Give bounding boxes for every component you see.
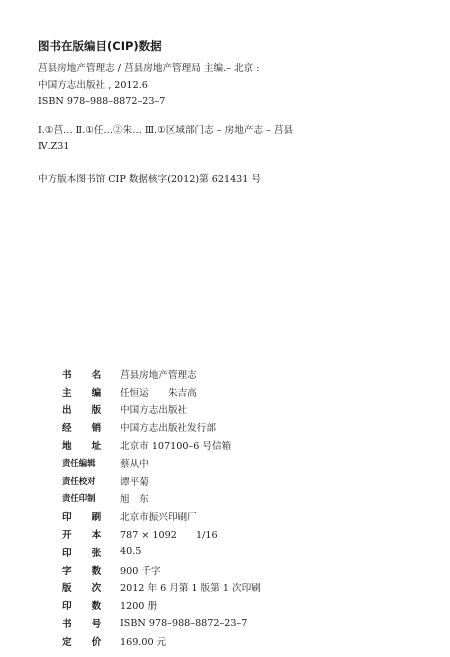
colophon-value: 任恒运 朱吉高 — [120, 387, 197, 399]
colophon-value: 中国方志出版社 — [120, 405, 188, 417]
cip-classification: Ⅳ.Z31 — [38, 141, 70, 152]
colophon-key: 版次 — [62, 583, 122, 595]
colophon-value: 2012 年 6 月第 1 版第 1 次印刷 — [120, 583, 261, 595]
colophon-row — [62, 490, 402, 508]
colophon-key: 书号 — [62, 619, 122, 631]
colophon-row — [62, 365, 402, 383]
colophon-key: 出版 — [62, 405, 122, 417]
colophon-row — [62, 543, 402, 561]
colophon-value: 莒县房地产管理志 — [120, 369, 197, 381]
colophon-key: 开本 — [62, 530, 122, 542]
colophon-row — [62, 525, 402, 543]
cip-classification: Ⅰ.①莒… Ⅱ.①任…②朱… Ⅲ.①区域部门志 – 房地产志 – 莒县 — [38, 124, 294, 136]
colophon-value: 谭平菊 — [120, 476, 149, 488]
colophon-key: 地址 — [62, 441, 122, 453]
colophon-key: 责任编辑 — [62, 457, 96, 468]
colophon-value: 169.00 元 — [120, 636, 167, 648]
colophon-key: 书名 — [62, 369, 122, 381]
colophon-row — [62, 614, 402, 632]
colophon-key: 定价 — [62, 636, 122, 648]
colophon-row — [62, 454, 402, 472]
colophon-value: 40.5 — [120, 546, 142, 558]
colophon-table — [62, 365, 402, 650]
colophon-row — [62, 596, 402, 614]
colophon-row — [62, 561, 402, 579]
cip-line: 莒县房地产管理志 / 莒县房地产管理局 主编.– 北京 : — [38, 63, 260, 74]
colophon-value: 北京市 107100–6 号信箱 — [120, 441, 232, 453]
colophon-key: 主编 — [62, 387, 122, 399]
colophon-key: 印刷 — [62, 512, 122, 524]
colophon-key: 责任校对 — [62, 475, 96, 486]
colophon-key: 印数 — [62, 601, 122, 613]
cip-line: ISBN 978–988–8872–23–7 — [38, 96, 166, 107]
cip-title: 图书在版编目(CIP)数据 — [38, 39, 162, 53]
colophon-value: 旭 东 — [120, 494, 149, 506]
colophon-row — [62, 579, 402, 597]
cip-line: 中国方志出版社 , 2012.6 — [38, 79, 148, 91]
colophon-row — [62, 401, 402, 419]
colophon-row — [62, 632, 402, 650]
colophon-value: 中国方志出版社发行部 — [120, 423, 216, 435]
colophon-row — [62, 383, 402, 401]
cip-number: 中方版本图书馆 CIP 数据核字(2012)第 621431 号 — [38, 173, 262, 185]
colophon-row — [62, 436, 402, 454]
colophon-key: 经销 — [62, 423, 122, 435]
colophon-row — [62, 507, 402, 525]
colophon-value: ISBN 978–988–8872–23–7 — [120, 617, 248, 629]
colophon-value: 787 × 1092 1/16 — [120, 530, 218, 542]
colophon-key: 字数 — [62, 565, 122, 577]
colophon-key: 印张 — [62, 547, 122, 559]
colophon-key: 责任印制 — [62, 493, 96, 504]
colophon-value: 1200 册 — [120, 601, 158, 613]
colophon-value: 北京市振兴印刷厂 — [120, 512, 197, 524]
colophon-value: 900 千字 — [120, 565, 161, 577]
cip-block — [38, 38, 428, 188]
colophon-value: 蔡从中 — [120, 458, 149, 470]
colophon-row — [62, 472, 402, 490]
colophon-row — [62, 418, 402, 436]
